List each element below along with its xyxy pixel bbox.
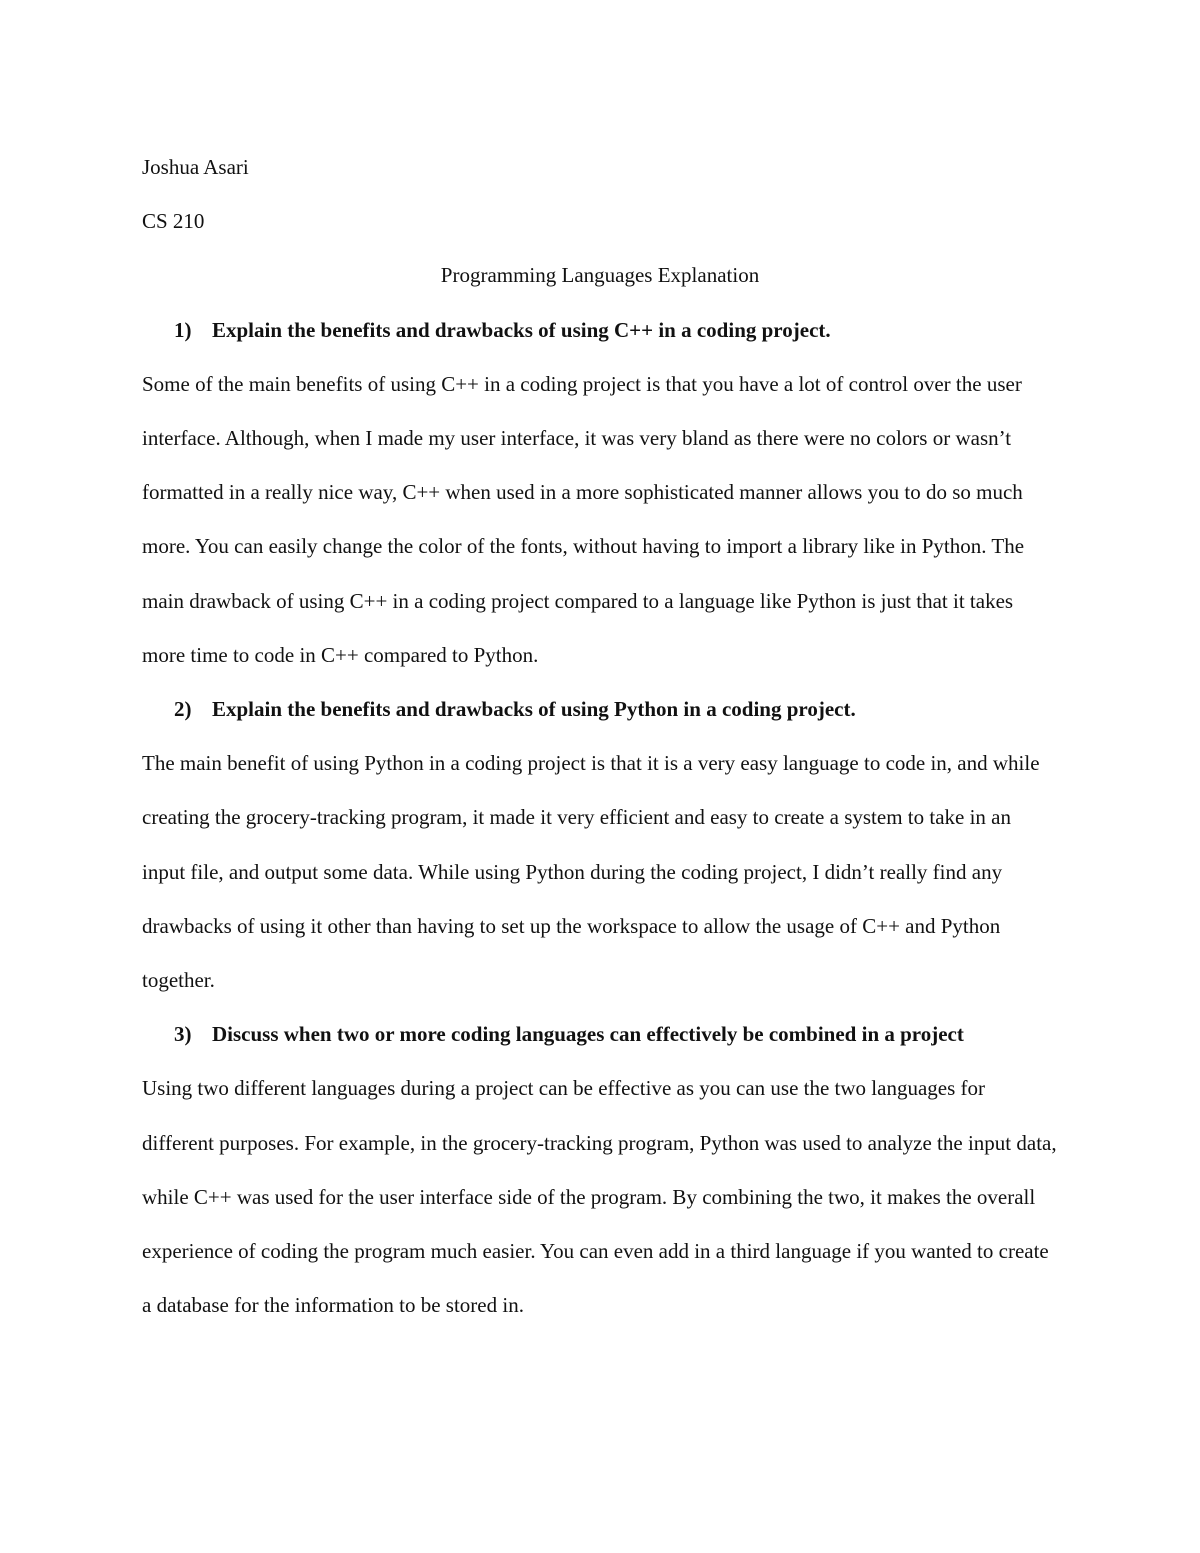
- answer-3: Using two different languages during a project can be effective as you can use the two languages for different purposes. For example, in the grocery-tracking program, Python was used to analyze the input data, while C++ was used for the user interface side of the program. By combining the two, it makes the overall experience of coding the program much easier. You can even add in a third language if you wanted to create a database for the information to be stored in.: [142, 1076, 1057, 1318]
- question-text: Explain the benefits and drawbacks of using Python in a coding project.: [212, 697, 856, 722]
- question-number: 2): [174, 697, 192, 722]
- document-body: [142, 140, 1058, 1332]
- question-2: [142, 682, 1058, 736]
- question-number: 1): [174, 317, 192, 342]
- author-name: Joshua Asari: [142, 155, 249, 179]
- answer-2: The main benefit of using Python in a coding project is that it is a very easy language to code in, and while creating the grocery-tracking program, it made it very efficient and easy to create a system to take in an input file, and output some data. While using Python during the coding project, I didn’t really find any drawbacks of using it other than having to set up the workspace to allow the usage of C++ and Python together.: [142, 751, 1040, 993]
- question-number: 3): [174, 1022, 192, 1047]
- question-text: Discuss when two or more coding languages can effectively be combined in a project: [212, 1022, 964, 1047]
- question-text: Explain the benefits and drawbacks of using C++ in a coding project.: [212, 317, 831, 342]
- question-3: [142, 1007, 1058, 1061]
- course-code: CS 210: [142, 209, 205, 234]
- question-1: [142, 303, 1058, 357]
- document-title: Programming Languages Explanation: [440, 263, 760, 288]
- answer-1: Some of the main benefits of using C++ in a coding project is that you have a lot of control over the user interface. Although, when I made my user interface, it was very bland as there were no colors or wasn’t formatted in a really nice way, C++ when used in a more sophisticated manner allows you to do so much more. You can easily change the color of the fonts, without having to import a library like in Python. The main drawback of using C++ in a coding project compared to a language like Python is just that it takes more time to code in C++ compared to Python.: [142, 371, 1025, 667]
